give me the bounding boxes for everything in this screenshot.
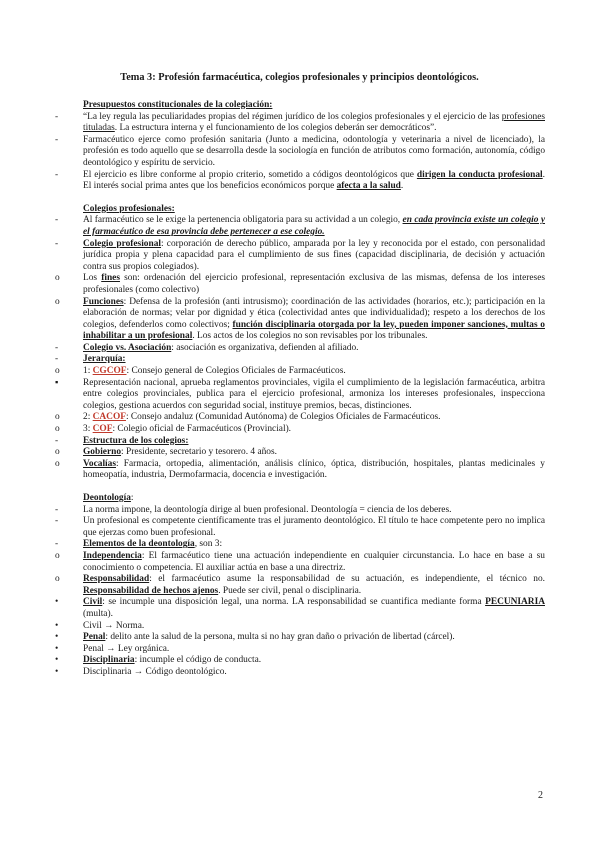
list-item: - Colegio profesional: corporación de derecho público, amparada por la ley y reconocida por el estado, con personalidad jurídica propia y plena capacidad para el cumplimiento de sus fines (capacidad disciplinaria, de decisión y actuación contra sus propios colegiados).	[55, 238, 546, 272]
section-heading-presupuestos: Presupuestos constitucionales de la colegiación:	[83, 100, 273, 110]
list-item: - Farmacéutico ejerce como profesión sanitaria (Junto a medicina, odontología y veterinaria a nivel de licenciado), la profesión es todo aquello que se desarrolla desde la sociología en función de atributos como formación, autonomía, código deontológico y espíritu de servicio.	[55, 134, 545, 168]
page-number: 2	[538, 790, 543, 801]
section-heading-colegios: Colegios profesionales:	[83, 203, 175, 214]
list-item: • Penal → Ley orgánica.	[55, 643, 170, 654]
list-item: • Disciplinaria → Código deontológico.	[55, 666, 227, 677]
list-item: - La norma impone, la deontología dirige al buen profesional. Deontología = ciencia de los deberes.	[55, 504, 452, 515]
list-item: o Los fines son: ordenación del ejercicio profesional, representación exclusiva de las mismas, defensa de los intereses profesionales (como colectivo)	[55, 273, 546, 295]
list-item: - “La ley regula las peculiaridades propias del régimen jurídico de los colegios profesionales y el ejercicio de las profesiones tituladas. La estructura interna y el funcionamiento de los colegios deberán ser democráticos”.	[55, 111, 545, 134]
list-item: o Funciones: Defensa de la profesión (anti intrusismo); coordinación de las actividades (horarios, etc.); participación en la elaboración de normas; velar por dignidad y ética (colectividad antes que individualidad); respeto a los derechos de los colegios, defenderlos como colectivos; función disciplinaria otorgada por la ley, pueden imponer sanciones, multas o inhabilitar a un profesional. Los actos de los colegios no son revisables por los tribunales.	[55, 296, 545, 342]
list-item: - Estructura de los colegios:	[55, 435, 189, 446]
list-item: o 1: CGCOF: Consejo general de Colegios Oficiales de Farmacéuticos.	[55, 366, 346, 377]
list-item: o Independencia: El farmacéutico tiene una actuación independiente en cualquier circunstancia. Lo hace en base a su conocimiento o competencia. El auxiliar actúa en base a una directriz.	[55, 550, 545, 573]
list-item: • Civil: se incumple una disposición legal, una norma. LA responsabilidad se cuantifica mediante forma PECUNIARIA (multa).	[55, 597, 545, 619]
list-item: o 3: COF: Colegio oficial de Farmacéuticos (Provincial).	[55, 424, 292, 435]
list-item: - El ejercicio es libre conforme al propio criterio, sometido a códigos deontológicos que dirigen la conducta profesional. El interés social prima antes que los beneficios económicos porque afecta a la salud.	[55, 169, 545, 192]
list-item: • Penal: delito ante la salud de la persona, multa si no hay gran daño o privación de libertad (cárcel).	[55, 632, 455, 643]
list-item: o 2: CACOF: Consejo andaluz (Comunidad Autónoma) de Colegios Oficiales de Farmacéuticos.	[55, 412, 441, 423]
page-title: Tema 3: Profesión farmacéutica, colegios profesionales y principios deontológicos.	[120, 72, 479, 83]
list-item: - Elementos de la deontología, son 3:	[55, 539, 223, 550]
list-item: o Vocalías: Farmacia, ortopedia, alimentación, análisis clínico, óptica, distribución, hospitales, plantas medicinales y homeopatía, industria, Dermofarmacia, docencia e investigación.	[55, 458, 545, 481]
list-item: - Un profesional es competente científicamente tras el juramento deontológico. El título te hace competente pero no implica que ejerzas como buen profesional.	[55, 516, 545, 538]
list-item: • Civil → Norma.	[55, 620, 145, 631]
list-item: • Disciplinaria: incumple el código de conducta.	[55, 655, 262, 666]
list-item: - Al farmacéutico se le exige la pertenencia obligatoria para su actividad a un colegio, en cada provincia existe un colegio y el farmacéutico de esa provincia debe pertenecer a ese colegio.	[55, 215, 546, 237]
list-item: - Colegio vs. Asociación: asociación es organizativa, defienden al afiliado.	[55, 342, 359, 353]
list-item: - Jerarquía:	[55, 354, 126, 365]
list-item: o Gobierno: Presidente, secretario y tesorero. 4 años.	[55, 447, 277, 458]
document-body	[55, 100, 545, 679]
list-item: o Responsabilidad: el farmacéutico asume la responsabilidad de su actuación, es independiente, el técnico no. Responsabilidad de hechos ajenos. Puede ser civil, penal o disciplinaria.	[55, 574, 545, 596]
list-item: ▪ Representación nacional, aprueba reglamentos provinciales, vigila el cumplimiento de la legislación farmacéutica, arbitra entre colegios provinciales, publica para el ejercicio profesional, armoniza los intereses profesionales, inspecciona colegios, gestiona acuerdos con seguridad social, instituye premios, becas, distinciones.	[55, 377, 545, 411]
section-heading-deontologia: Deontología:	[83, 493, 134, 503]
